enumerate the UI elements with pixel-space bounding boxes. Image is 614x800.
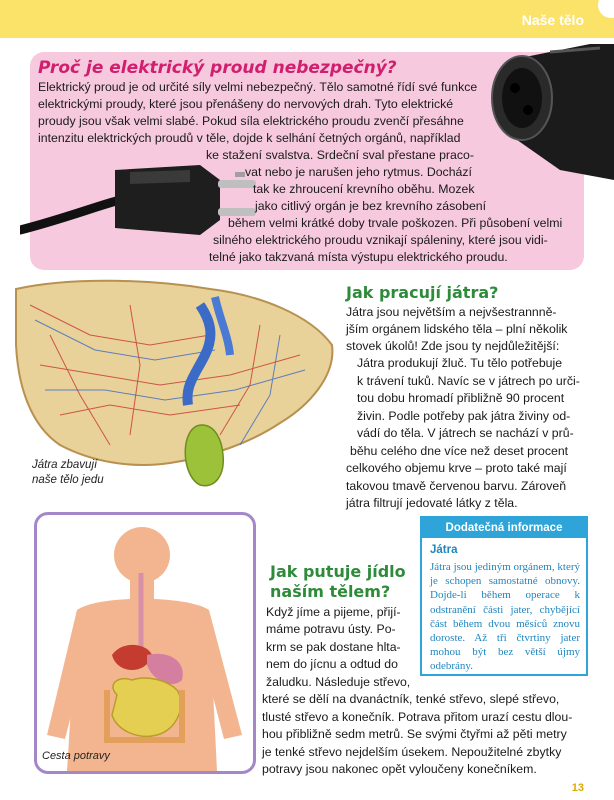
paragraph-line: takovou tmavě červenou barvu. Zároveň (346, 479, 567, 493)
paragraph-line: silného elektrického proudu vznikají spáleniny, které jsou vidi- (213, 233, 548, 247)
section-heading-digestion (270, 562, 406, 602)
paragraph-line: krm se pak dostane hlta- (266, 640, 401, 654)
socket-image (470, 40, 614, 190)
info-box (420, 516, 588, 676)
paragraph-line: proudy jsou však velmi slabé. Pokud síla elektrického proudu zvenčí přesáhne (38, 114, 464, 128)
caption-line: naše tělo jedu (32, 474, 104, 486)
paragraph-line: které se dělí na dvanáctník, tenké střevo, slepé střevo, (262, 692, 560, 706)
paragraph-line: Játra jsou největším a nejvšestrannně- (346, 305, 557, 319)
section-heading-liver: Jak pracují játra? (346, 283, 499, 302)
paragraph-line: vat nebo je narušen jeho rytmus. Dochází (245, 165, 472, 179)
paragraph-line: Elektrický proud je od určité síly velmi nebezpečný. Tělo samotné řídí své funkce (38, 80, 478, 94)
paragraph-line: běhu celého dne více než deset procent (350, 444, 569, 458)
paragraph-line: telné jako takzvaná místa výstupu elektrického proudu. (209, 250, 508, 264)
paragraph-line: stovek úkolů! Zde jsou ty nejdůležitější: (346, 339, 560, 353)
paragraph-line: máme potravu ústy. Po- (266, 622, 396, 636)
paragraph-line: nem do jícnu a odtud do (266, 657, 398, 671)
paragraph-line: tak ke zhroucení krevního oběhu. Mozek (253, 182, 475, 196)
paragraph-line: hou přibližně sedm metrů. Se svými čtyřmi až pěti metry (262, 727, 567, 741)
heading-line: naším tělem? (270, 582, 391, 601)
paragraph-line: tlusté střevo a konečník. Potrava přitom urazí cestu dlou- (262, 710, 573, 724)
liver-caption (32, 458, 104, 488)
paragraph-line: ke stažení svalstva. Srdeční sval přestane praco- (206, 148, 474, 162)
body-digestion-image (37, 515, 253, 771)
page-number: 13 (571, 782, 584, 794)
digestion-image-frame (34, 512, 256, 774)
paragraph-line: vádí do těla. V játrech se nachází v prů- (357, 426, 574, 440)
paragraph-line: intenzitu elektrických proudů v těle, dojde k selhání četných orgánů, například (38, 131, 461, 145)
paragraph-line: k trávení tuků. Navíc se v játrech po urči- (357, 374, 580, 388)
paragraph-line: Játra produkují žluč. Tu tělo potřebuje (357, 356, 563, 370)
paragraph-line: žaludku. Následuje střevo, (266, 675, 411, 689)
paragraph-line: jším orgánem lidského těla – plní několik (346, 322, 568, 336)
info-box-title: Játra (430, 544, 458, 556)
paragraph-line: Když jíme a pijeme, přijí- (266, 605, 401, 619)
paragraph-line: jako citlivý orgán je bez krevního zásobení (255, 199, 487, 213)
paragraph-line: celkového objemu krve – proto také mají (346, 461, 567, 475)
section-heading-electricity: Proč je elektrický proud nebezpečný? (38, 58, 397, 78)
chapter-title: Naše tělo (521, 12, 584, 28)
paragraph-line: je tenké střevo nejdelším úsekem. Nepoužitelné zbytky (262, 745, 562, 759)
paragraph-line: elektrickými proudy, které jsou přenášeny do nervových drah. Tyto elektrické (38, 97, 454, 111)
info-box-text: Játra jsou jediným orgánem, který je schopen samostatné obnovy. Dojde-li během operace k odstranění části jater, chybějící část během dvou měsíců znovu doroste. Až tři čtvrtiny jater mohou být bez větší újmy odebrány. (430, 561, 580, 673)
paragraph-line: živin. Podle potřeby pak játra živiny od- (357, 409, 571, 423)
caption-line: Játra zbavují (32, 459, 98, 471)
info-box-header: Dodatečná informace (422, 518, 586, 538)
paragraph-line: tou dobu hromadí přibližně 90 procent (357, 391, 565, 405)
paragraph-line: během velmi krátké doby trvale poškozen. Při působení velmi (228, 216, 563, 230)
paragraph-line: játra filtrují jedovaté látky z těla. (346, 496, 518, 510)
heading-line: Jak putuje jídlo (270, 562, 406, 581)
paragraph-line: potravy jsou nakonec opět vyloučeny konečníkem. (262, 762, 537, 776)
digestion-caption: Cesta potravy (42, 750, 110, 762)
